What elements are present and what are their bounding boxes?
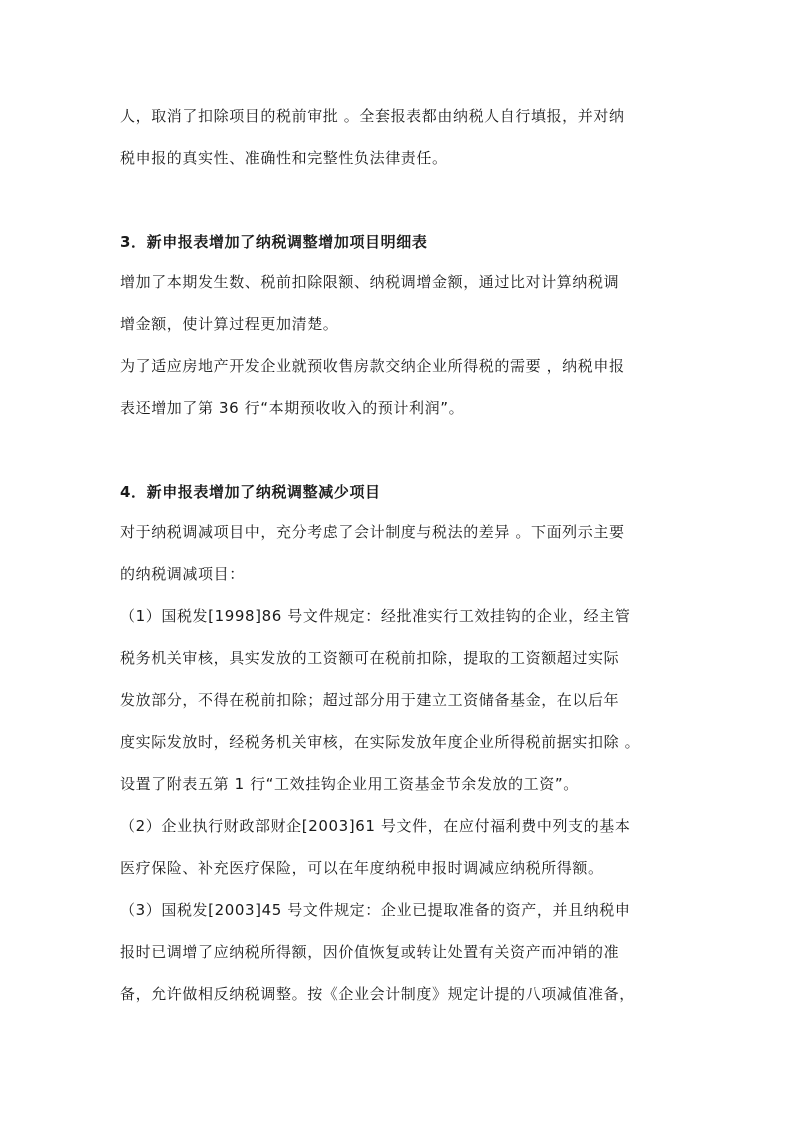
body-text-line: （2）企业执行财政部财企[2003]61 号文件，在应付福利费中列支的基本 [120,817,631,835]
section-heading: 4．新申报表增加了纳税调整减少项目 [120,483,381,501]
body-text-line: 医疗保险、补充医疗保险，可以在年度纳税申报时调减应纳税所得额。 [120,859,604,877]
body-text-line: 设置了附表五第 1 行“工效挂钩企业用工资基金节余发放的工资”。 [120,775,579,793]
body-text-line: 度实际发放时，经税务机关审核，在实际发放年度企业所得税前据实扣除 。 [120,733,641,751]
body-text-line: 发放部分，不得在税前扣除；超过部分用于建立工资储备基金，在以后年 [120,691,620,709]
body-text-line: 报时已调增了应纳税所得额，因价值恢复或转让处置有关资产而冲销的准 [120,943,620,961]
body-text-line: 表还增加了第 36 行“本期预收收入的预计利润”。 [120,399,465,417]
section-heading: 3．新申报表增加了纳税调整增加项目明细表 [120,233,428,251]
body-text-line: 人，取消了扣除项目的税前审批 。全套报表都由纳税人自行填报，并对纳 [120,107,625,125]
body-text-line: （1）国税发[1998]86 号文件规定：经批准实行工效挂钩的企业，经主管 [120,607,631,625]
body-text-line: 备，允许做相反纳税调整。按《企业会计制度》规定计提的八项减值准备， [120,985,635,1003]
body-text-line: 增加了本期发生数、税前扣除限额、纳税调增金额，通过比对计算纳税调 [120,273,620,291]
body-text-line: 税申报的真实性、准确性和完整性负法律责任。 [120,149,448,167]
body-text-line: 增金额，使计算过程更加清楚。 [120,315,339,333]
body-text-line: 税务机关审核，具实发放的工资额可在税前扣除，提取的工资额超过实际 [120,649,620,667]
body-text-line: 对于纳税调减项目中，充分考虑了会计制度与税法的差异 。下面列示主要 [120,523,625,541]
body-text-line: 的纳税调减项目： [120,565,245,583]
body-text-line: （3）国税发[2003]45 号文件规定：企业已提取准备的资产，并且纳税申 [120,901,631,919]
body-text-line: 为了适应房地产开发企业就预收售房款交纳企业所得税的需要 ，纳税申报 [120,357,625,375]
